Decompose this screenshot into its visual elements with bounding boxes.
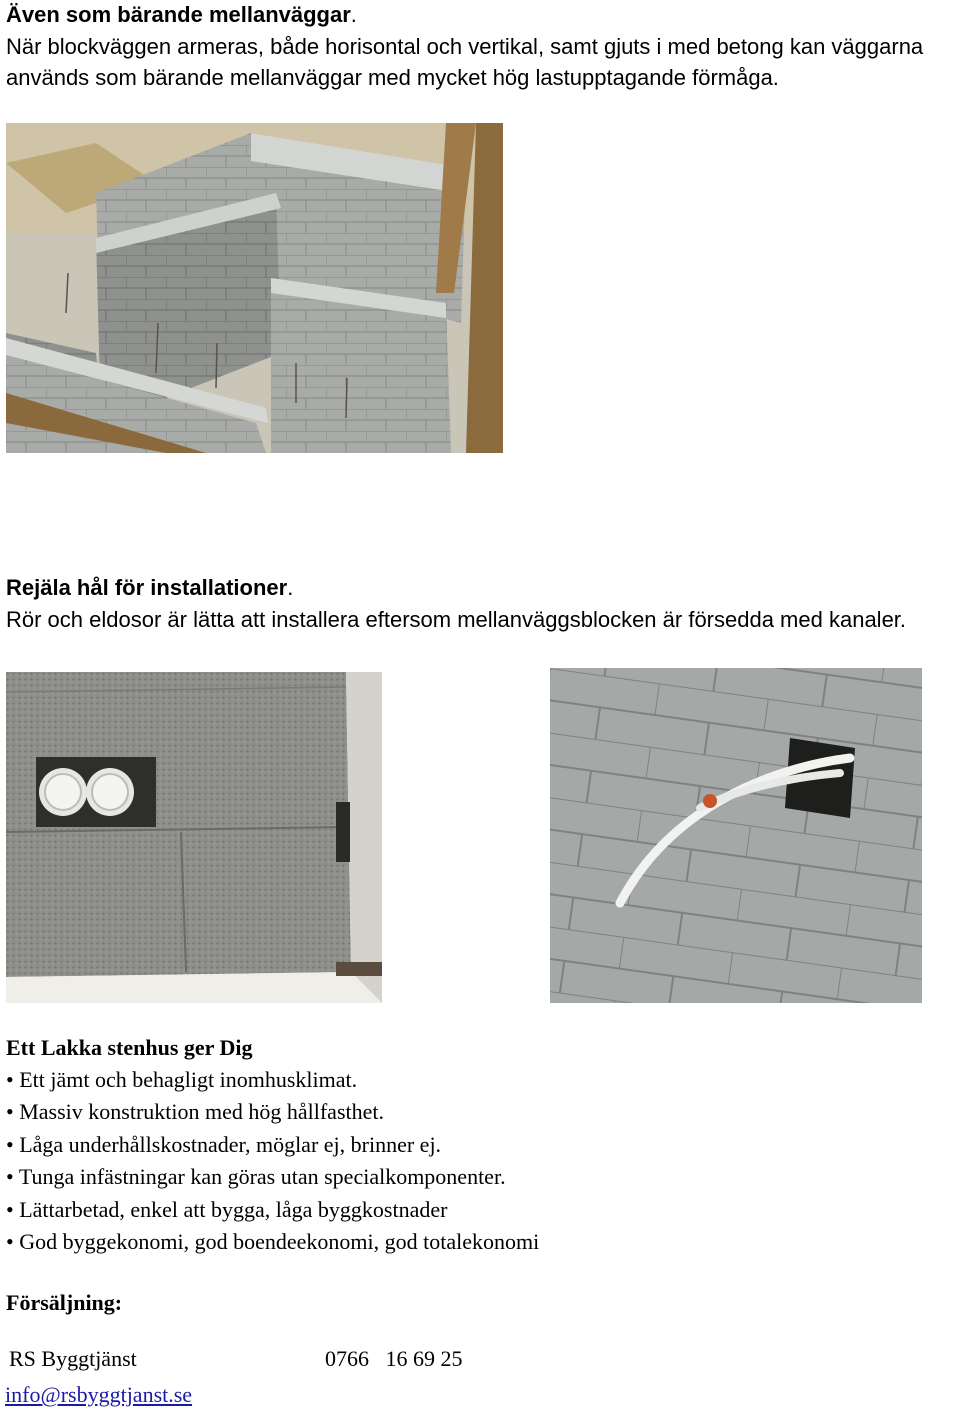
benefit-list-item: • Tunga infästningar kan göras utan specialkomponenter. bbox=[6, 1164, 506, 1189]
benefit-list-item: • Lättarbetad, enkel att bygga, låga byggkostnader bbox=[6, 1197, 448, 1222]
email-link[interactable]: info@rsbyggtjanst.se bbox=[5, 1382, 193, 1407]
benefit-list-item: • Låga underhållskostnader, möglar ej, brinner ej. bbox=[6, 1132, 442, 1157]
section-heading-load-bearing: Även som bärande mellanväggar. bbox=[6, 2, 357, 27]
benefit-list-item: • God byggekonomi, god boendeekonomi, god totalekonomi bbox=[6, 1229, 540, 1254]
section-body-line: Rör och eldosor är lätta att installera eftersom mellanväggsblocken är försedda med kanaler. bbox=[6, 607, 907, 632]
benefits-heading: Ett Lakka stenhus ger Dig bbox=[6, 1035, 253, 1060]
electrical-box-installation-photo bbox=[6, 672, 382, 1003]
pipe-installation-photo bbox=[550, 668, 922, 1003]
section-heading-installations: Rejäla hål för installationer. bbox=[6, 575, 294, 600]
benefit-list-item: • Ett jämt och behagligt inomhusklimat. bbox=[6, 1067, 358, 1092]
benefit-list-item: • Massiv konstruktion med hög hållfasthet. bbox=[6, 1099, 384, 1124]
phone-number: 0766 16 69 25 bbox=[325, 1346, 463, 1371]
sales-heading: Försäljning: bbox=[6, 1290, 123, 1315]
section-body-line: När blockväggen armeras, både horisontal och vertikal, samt gjuts i med betong kan väggarna bbox=[6, 34, 924, 59]
block-wall-construction-photo bbox=[6, 123, 503, 453]
company-name: RS Byggtjänst bbox=[9, 1346, 137, 1371]
section-body-line: används som bärande mellanväggar med mycket hög lastupptagande förmåga. bbox=[6, 65, 779, 90]
